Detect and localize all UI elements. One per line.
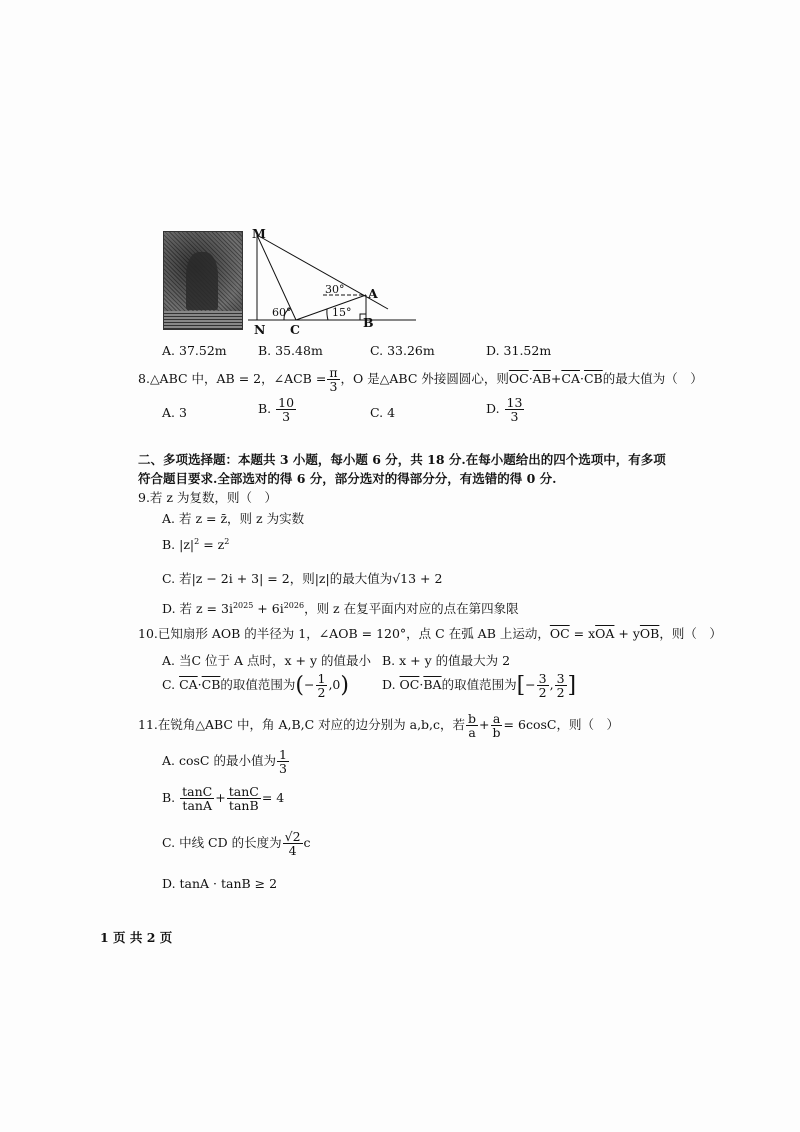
dot-op: · [419, 677, 424, 693]
option-letter: A. [162, 343, 176, 358]
fraction-b-over-a [466, 712, 478, 739]
comma: , [549, 677, 554, 693]
q10-stem [138, 624, 722, 642]
q9-option-a: A. 若 z = z̄，则 z 为实数 [162, 511, 305, 526]
denominator: 2 [556, 685, 565, 701]
paren-left: ( [295, 673, 305, 699]
numerator: 3 [538, 671, 547, 686]
option-letter: C. [370, 343, 384, 358]
option-text: 35.48m [275, 343, 323, 358]
denominator: tanB [228, 798, 259, 814]
option-fraction [316, 672, 328, 699]
line-ca [296, 295, 366, 320]
denominator: tanA [182, 798, 212, 814]
fraction-pi-3 [327, 366, 339, 393]
option-fraction [180, 785, 214, 812]
numerator: 3 [556, 671, 565, 686]
denominator: 2 [317, 685, 326, 701]
superscript: 2 [224, 537, 230, 546]
option-fraction [277, 748, 289, 775]
angle-label-60: 60° [272, 306, 292, 319]
q11-stem [138, 712, 619, 739]
denominator: a [468, 725, 476, 741]
bracket-right: ] [567, 673, 577, 699]
stem-part: + y [614, 626, 640, 641]
q7-option-d [486, 343, 551, 358]
label-a: A [368, 286, 378, 301]
option-text: 37.52m [179, 343, 227, 358]
numerator: 1 [317, 671, 326, 686]
option-part: = z [199, 537, 225, 553]
option-fraction [227, 785, 261, 812]
vector-ab: $\overline{AB}$ [532, 371, 551, 387]
label-n: N [254, 322, 266, 337]
vector-oc: $\overline{OC}$ [399, 677, 420, 693]
option-part: ，则 z 在复平面内对应的点在第四象限 [304, 601, 519, 616]
option-fraction [505, 396, 525, 423]
numerator: √2 [284, 829, 301, 844]
vector-ca: $\overline{CA}$ [561, 371, 580, 387]
option-letter: C. [370, 405, 384, 420]
q11-option-b [162, 785, 284, 812]
plus-op: + [479, 717, 490, 733]
q11-option-c [162, 830, 311, 857]
option-letter: D. [486, 401, 500, 417]
option-fraction [283, 830, 303, 857]
option-text: 31.52m [503, 343, 552, 358]
label-c: C [290, 322, 300, 337]
numerator: π [329, 365, 338, 380]
q8-option-c [370, 405, 395, 420]
q8-option-d [486, 396, 525, 423]
question-number: 8. [138, 371, 150, 387]
section2-line2: 符合题目要求.全部选对的得 6 分，部分选对的得部分分，有选错的得 0 分. [138, 471, 557, 486]
option-text: 3 [179, 405, 187, 420]
numerator: 10 [278, 395, 295, 410]
numerator: tanC [182, 784, 213, 799]
vector-ba: $\overline{BA}$ [423, 677, 442, 693]
plus-op: + [550, 371, 562, 387]
label-m: M [252, 226, 266, 241]
option-letter: B. [258, 401, 272, 417]
option-part: 的取值范围为 [441, 677, 517, 693]
stem-part: = 6cosC，则（ ） [503, 717, 619, 733]
option-part: c [303, 835, 311, 851]
q9-option-c: C. 若|z − 2i + 3| = 2，则|z|的最大值为√13 + 2 [162, 571, 443, 586]
stem-part: 10.已知扇形 AOB 的半径为 1，∠AOB = 120°，点 C 在弧 AB 上运动， [138, 626, 550, 641]
q10-option-d [382, 672, 576, 699]
option-part: D. 若 z = 3i [162, 601, 233, 616]
option-part: = 4 [261, 790, 285, 806]
option-part: C. 中线 CD 的长度为 [162, 835, 282, 851]
option-text: 33.26m [387, 343, 435, 358]
q10-option-b: B. x + y 的值最大为 2 [382, 653, 511, 668]
dot-op: · [528, 371, 533, 387]
q11-option-a [162, 748, 290, 775]
angle-label-15: 15° [332, 306, 352, 319]
numerator: 13 [506, 395, 523, 410]
option-letter: B. [258, 343, 272, 358]
q10-option-a: A. 当C 位于 A 点时，x + y 的值最小 [162, 653, 371, 668]
q8-option-b [258, 396, 297, 423]
q9-stem: 9.若 z 为复数，则（ ） [138, 490, 277, 505]
denominator: 4 [288, 843, 297, 859]
option-letter: D. [486, 343, 500, 358]
bracket-left: [ [516, 673, 526, 699]
q10-option-c [162, 672, 349, 699]
q9-option-b [162, 537, 229, 552]
vector-oc: $\overline{OC}$ [549, 626, 570, 641]
fraction-a-over-b [491, 712, 503, 739]
superscript: 2025 [232, 600, 254, 610]
plus-op: + [215, 790, 226, 806]
q8-option-a [162, 405, 187, 420]
option-part: 的取值范围为 [220, 677, 296, 693]
page-footer: 1 页 共 2 页 [100, 930, 173, 945]
stem-part-c: 的最大值为（ ） [602, 371, 703, 387]
paren-right: ) [340, 673, 349, 699]
dot-op: · [197, 677, 202, 693]
denominator: 3 [278, 761, 287, 777]
numerator: a [492, 711, 501, 726]
q11-option-d: D. tanA · tanB ≥ 2 [162, 876, 278, 891]
q7-option-b [258, 343, 323, 358]
q7-option-a [162, 343, 227, 358]
superscript: 2 [194, 537, 200, 546]
option-letter: A. [162, 405, 176, 420]
vector-ca: $\overline{CA}$ [179, 677, 198, 693]
stem-part: 11.在锐角△ABC 中，角 A,B,C 对应的边分别为 a,b,c，若 [138, 717, 466, 733]
denominator: 3 [282, 409, 291, 425]
tower-building [186, 252, 218, 310]
vector-cb: $\overline{CB}$ [583, 371, 603, 387]
stem-part: = x [569, 626, 596, 641]
numerator: 1 [278, 747, 287, 762]
option-part: A. cosC 的最小值为 [162, 753, 276, 769]
option-part: + 6i [253, 601, 284, 616]
label-b: B [363, 315, 374, 330]
numerator: b [468, 711, 477, 726]
q8-stem [138, 366, 703, 393]
denominator: b [492, 725, 501, 741]
numerator: tanC [228, 784, 259, 799]
angle-label-30: 30° [325, 283, 345, 296]
denominator: 3 [329, 379, 338, 395]
vector-ob: $\overline{OB}$ [639, 626, 660, 641]
vector-oc: $\overline{OC}$ [508, 371, 529, 387]
denominator: 2 [538, 685, 547, 701]
minus-sign: − [304, 677, 315, 693]
photo-ground [164, 311, 242, 329]
denominator: 3 [510, 409, 519, 425]
vector-oa: $\overline{OA}$ [595, 626, 615, 641]
q9-option-d [162, 599, 519, 617]
option-part: ,0 [328, 677, 341, 693]
stem-part: ，则（ ） [659, 626, 722, 641]
dot-op: · [579, 371, 584, 387]
vector-cb: $\overline{CB}$ [201, 677, 221, 693]
stem-part-a: △ABC 中，AB = 2，∠ACB = [149, 371, 327, 387]
option-text: 4 [387, 405, 396, 420]
option-letter: D. [382, 677, 396, 693]
q7-option-c [370, 343, 435, 358]
angle-arc-15 [327, 309, 328, 320]
option-letter: C. [162, 677, 176, 693]
option-fraction [555, 672, 567, 699]
stem-part-b: ，O 是△ABC 外接圆圆心，则 [340, 371, 509, 387]
tower-photo [163, 231, 243, 330]
option-part: B. |z| [162, 537, 195, 553]
option-letter: B. [162, 790, 176, 806]
superscript: 2026 [283, 600, 305, 610]
minus-sign: − [525, 677, 536, 693]
option-fraction [276, 396, 296, 423]
section2-line1: 二、多项选择题：本题共 3 小题，每小题 6 分，共 18 分.在每小题给出的四个选项中，有多项 [138, 452, 666, 467]
option-fraction [537, 672, 549, 699]
